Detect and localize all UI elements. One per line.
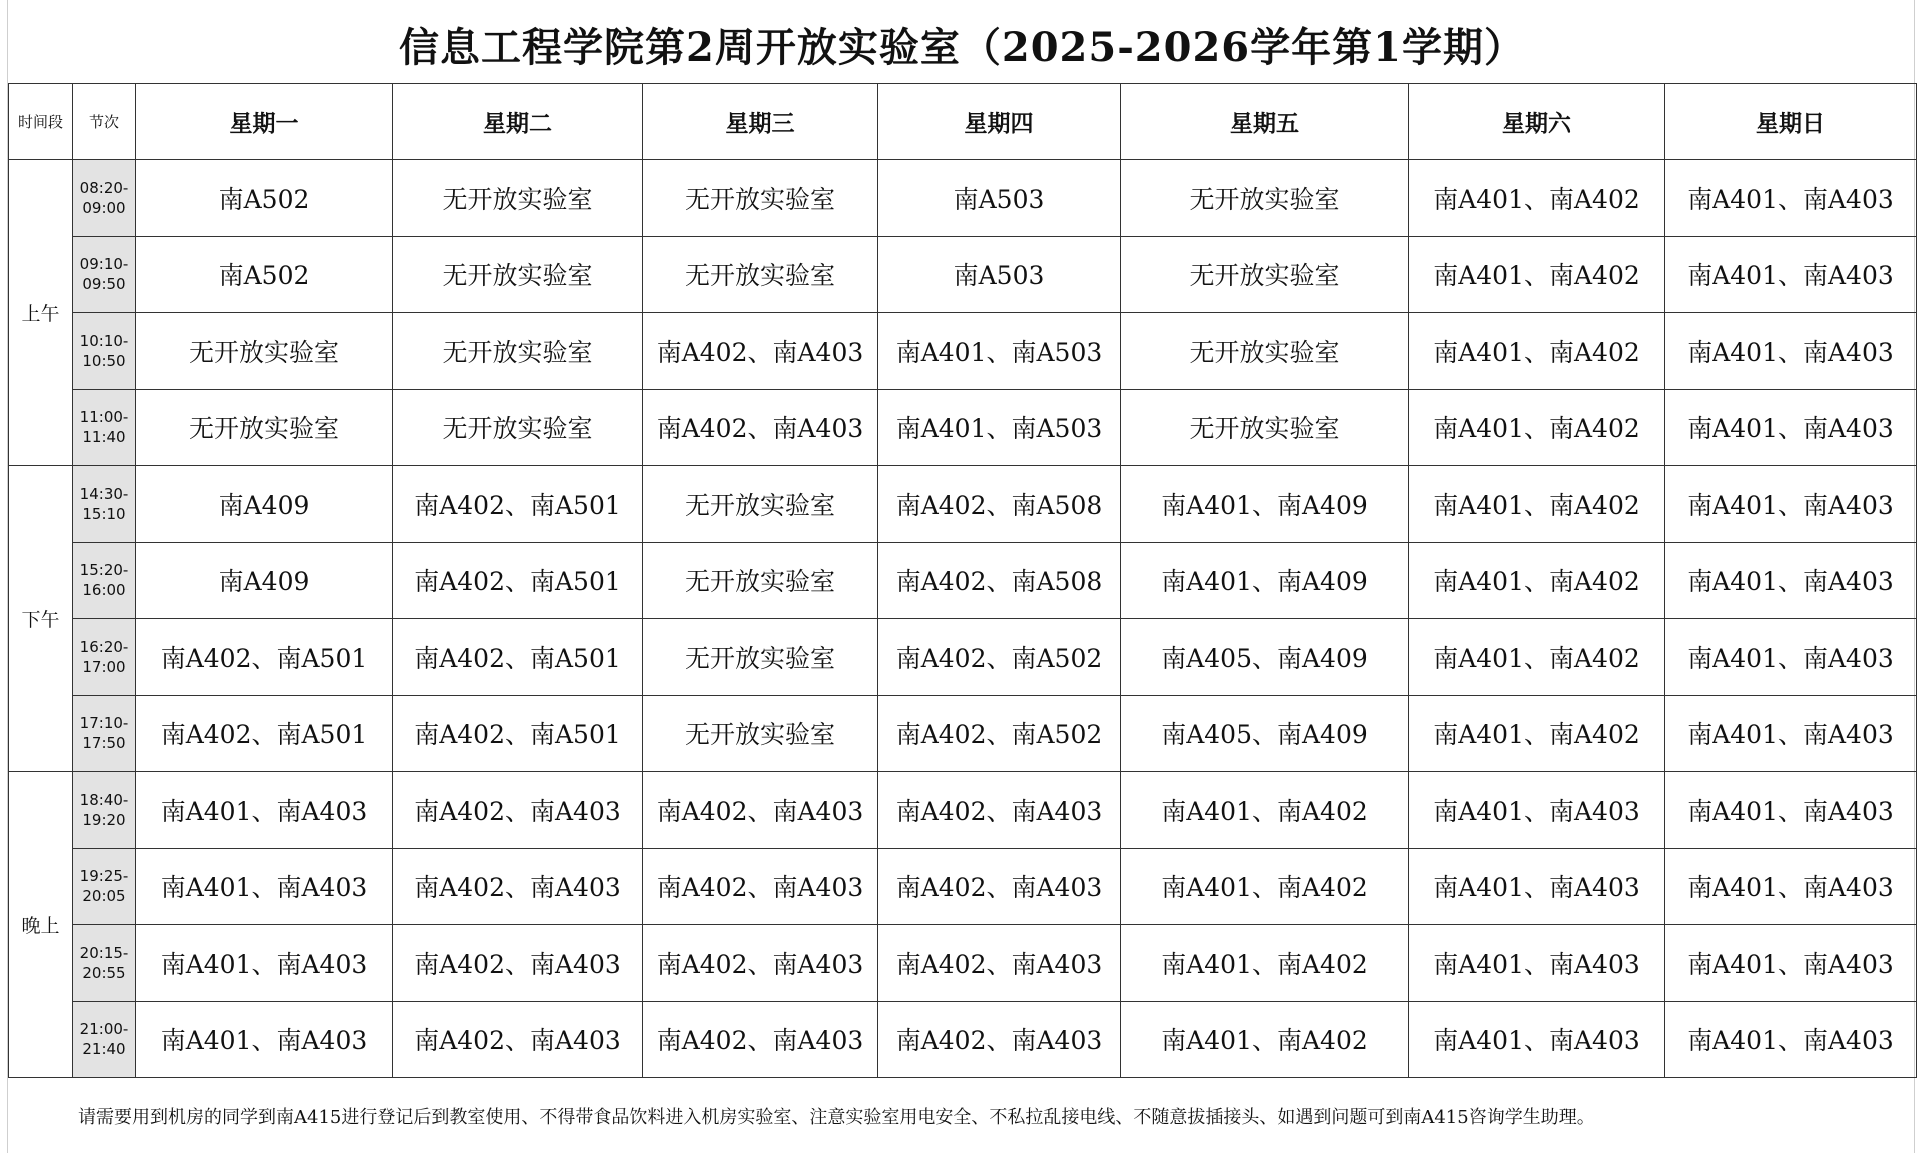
lab-cell-saturday: 南A401、南A403 — [1409, 925, 1665, 1002]
time-slot — [73, 542, 136, 619]
lab-cell-monday: 无开放实验室 — [136, 389, 393, 466]
time-slot — [73, 619, 136, 696]
lab-cell-tuesday: 南A402、南A501 — [393, 542, 643, 619]
header-day-sunday: 星期日 — [1665, 84, 1917, 160]
lab-cell-monday: 南A402、南A501 — [136, 619, 393, 696]
lab-cell-saturday: 南A401、南A402 — [1409, 160, 1665, 237]
lab-cell-thursday: 南A402、南A502 — [878, 695, 1121, 772]
table-row — [9, 313, 1917, 390]
time-slot — [73, 236, 136, 313]
lab-cell-wednesday: 南A402、南A403 — [643, 772, 878, 849]
lab-cell-friday: 无开放实验室 — [1121, 236, 1409, 313]
lab-cell-saturday: 南A401、南A402 — [1409, 619, 1665, 696]
table-row — [9, 772, 1917, 849]
lab-cell-monday: 南A401、南A403 — [136, 772, 393, 849]
header-row — [9, 84, 1917, 160]
lab-cell-saturday: 南A401、南A403 — [1409, 772, 1665, 849]
lab-cell-sunday: 南A401、南A403 — [1665, 925, 1917, 1002]
table-row — [9, 619, 1917, 696]
lab-cell-tuesday: 南A402、南A501 — [393, 619, 643, 696]
lab-cell-sunday: 南A401、南A403 — [1665, 1001, 1917, 1078]
time-slot-end: 17:50 — [82, 734, 126, 753]
time-slot-end: 16:00 — [82, 581, 126, 600]
lab-cell-friday: 无开放实验室 — [1121, 313, 1409, 390]
lab-cell-thursday: 南A402、南A508 — [878, 542, 1121, 619]
time-slot-end: 19:20 — [82, 810, 126, 829]
header-slot: 节次 — [73, 84, 136, 160]
time-slot-start: 16:20- — [79, 637, 129, 656]
lab-cell-thursday: 南A503 — [878, 160, 1121, 237]
lab-cell-sunday: 南A401、南A403 — [1665, 772, 1917, 849]
lab-cell-saturday: 南A401、南A402 — [1409, 542, 1665, 619]
lab-cell-tuesday: 南A402、南A403 — [393, 1001, 643, 1078]
table-row — [9, 925, 1917, 1002]
header-day-saturday: 星期六 — [1409, 84, 1665, 160]
time-slot — [73, 160, 136, 237]
lab-cell-tuesday: 南A402、南A403 — [393, 772, 643, 849]
lab-cell-friday: 南A401、南A409 — [1121, 542, 1409, 619]
lab-cell-wednesday: 南A402、南A403 — [643, 313, 878, 390]
lab-cell-wednesday: 无开放实验室 — [643, 466, 878, 543]
lab-cell-monday: 无开放实验室 — [136, 313, 393, 390]
lab-cell-tuesday: 南A402、南A501 — [393, 695, 643, 772]
time-slot — [73, 466, 136, 543]
lab-cell-saturday: 南A401、南A403 — [1409, 1001, 1665, 1078]
lab-cell-wednesday: 南A402、南A403 — [643, 1001, 878, 1078]
lab-cell-monday: 南A409 — [136, 542, 393, 619]
lab-cell-sunday: 南A401、南A403 — [1665, 313, 1917, 390]
lab-cell-sunday: 南A401、南A403 — [1665, 619, 1917, 696]
lab-cell-thursday: 南A401、南A503 — [878, 389, 1121, 466]
time-slot-start: 21:00- — [79, 1020, 129, 1039]
time-slot-start: 08:20- — [79, 178, 129, 197]
lab-cell-sunday: 南A401、南A403 — [1665, 160, 1917, 237]
lab-cell-sunday: 南A401、南A403 — [1665, 466, 1917, 543]
lab-cell-thursday: 南A402、南A403 — [878, 1001, 1121, 1078]
lab-cell-thursday: 南A402、南A403 — [878, 925, 1121, 1002]
time-slot — [73, 695, 136, 772]
lab-cell-wednesday: 无开放实验室 — [643, 695, 878, 772]
lab-cell-friday: 南A401、南A402 — [1121, 1001, 1409, 1078]
lab-cell-tuesday: 南A402、南A403 — [393, 848, 643, 925]
time-slot-start: 18:40- — [79, 790, 129, 809]
lab-cell-wednesday: 南A402、南A403 — [643, 925, 878, 1002]
lab-cell-thursday: 南A402、南A403 — [878, 848, 1121, 925]
time-slot — [73, 389, 136, 466]
time-slot-end: 09:50 — [82, 275, 126, 294]
time-slot — [73, 772, 136, 849]
lab-cell-monday: 南A401、南A403 — [136, 848, 393, 925]
time-slot-start: 20:15- — [79, 943, 129, 962]
time-slot-end: 10:50 — [82, 351, 126, 370]
lab-cell-sunday: 南A401、南A403 — [1665, 542, 1917, 619]
table-row — [9, 236, 1917, 313]
time-slot-end: 17:00 — [82, 657, 126, 676]
lab-cell-friday: 南A401、南A402 — [1121, 925, 1409, 1002]
usage-notice: 请需要用到机房的同学到南A415进行登记后到教室使用、不得带食品饮料进入机房实验室、注意实验室用电安全、不私拉乱接电线、不随意拔插接头、如遇到问题可到南A415咨询学生助理。 — [78, 1107, 1595, 1128]
header-period: 时间段 — [9, 84, 73, 160]
lab-cell-tuesday: 无开放实验室 — [393, 236, 643, 313]
time-slot — [73, 848, 136, 925]
table-row — [9, 160, 1917, 237]
time-slot — [73, 925, 136, 1002]
lab-cell-wednesday: 南A402、南A403 — [643, 389, 878, 466]
lab-cell-friday: 南A401、南A402 — [1121, 848, 1409, 925]
lab-cell-monday: 南A401、南A403 — [136, 925, 393, 1002]
header-day-thursday: 星期四 — [878, 84, 1121, 160]
table-row — [9, 389, 1917, 466]
header-day-wednesday: 星期三 — [643, 84, 878, 160]
lab-cell-thursday: 南A402、南A403 — [878, 772, 1121, 849]
lab-cell-wednesday: 无开放实验室 — [643, 542, 878, 619]
header-day-monday: 星期一 — [136, 84, 393, 160]
time-slot — [73, 1001, 136, 1078]
lab-cell-friday: 南A405、南A409 — [1121, 619, 1409, 696]
table-row — [9, 466, 1917, 543]
period-label: 上午 — [9, 160, 73, 466]
lab-cell-wednesday: 无开放实验室 — [643, 160, 878, 237]
lab-cell-friday: 南A401、南A402 — [1121, 772, 1409, 849]
lab-cell-tuesday: 无开放实验室 — [393, 160, 643, 237]
header-day-friday: 星期五 — [1121, 84, 1409, 160]
lab-cell-friday: 无开放实验室 — [1121, 160, 1409, 237]
schedule-table — [8, 83, 1917, 1078]
lab-cell-sunday: 南A401、南A403 — [1665, 848, 1917, 925]
lab-cell-friday: 南A401、南A409 — [1121, 466, 1409, 543]
lab-cell-wednesday: 无开放实验室 — [643, 619, 878, 696]
lab-cell-sunday: 南A401、南A403 — [1665, 389, 1917, 466]
time-slot — [73, 313, 136, 390]
lab-cell-saturday: 南A401、南A402 — [1409, 236, 1665, 313]
table-row — [9, 1001, 1917, 1078]
lab-cell-thursday: 南A503 — [878, 236, 1121, 313]
lab-cell-saturday: 南A401、南A402 — [1409, 313, 1665, 390]
lab-cell-saturday: 南A401、南A402 — [1409, 695, 1665, 772]
lab-cell-saturday: 南A401、南A403 — [1409, 848, 1665, 925]
lab-cell-thursday: 南A402、南A502 — [878, 619, 1121, 696]
table-row — [9, 542, 1917, 619]
time-slot-start: 15:20- — [79, 561, 129, 580]
lab-cell-tuesday: 南A402、南A501 — [393, 466, 643, 543]
lab-cell-tuesday: 无开放实验室 — [393, 313, 643, 390]
lab-cell-monday: 南A401、南A403 — [136, 1001, 393, 1078]
table-row — [9, 695, 1917, 772]
time-slot-start: 11:00- — [79, 408, 129, 427]
lab-cell-wednesday: 无开放实验室 — [643, 236, 878, 313]
time-slot-start: 10:10- — [79, 331, 129, 350]
time-slot-end: 21:40 — [82, 1040, 126, 1059]
schedule-sheet — [7, 0, 1915, 1153]
lab-cell-friday: 南A405、南A409 — [1121, 695, 1409, 772]
lab-cell-sunday: 南A401、南A403 — [1665, 695, 1917, 772]
time-slot-start: 09:10- — [79, 255, 129, 274]
time-slot-end: 09:00 — [82, 198, 126, 217]
time-slot-end: 15:10 — [82, 504, 126, 523]
period-label: 下午 — [9, 466, 73, 772]
lab-cell-wednesday: 南A402、南A403 — [643, 848, 878, 925]
table-row — [9, 848, 1917, 925]
lab-cell-thursday: 南A402、南A508 — [878, 466, 1121, 543]
time-slot-end: 20:05 — [82, 887, 126, 906]
lab-cell-saturday: 南A401、南A402 — [1409, 389, 1665, 466]
lab-cell-thursday: 南A401、南A503 — [878, 313, 1121, 390]
page-title: 信息工程学院第2周开放实验室（2025-2026学年第1学期） — [399, 24, 1525, 71]
lab-cell-tuesday: 无开放实验室 — [393, 389, 643, 466]
lab-cell-monday: 南A502 — [136, 236, 393, 313]
lab-cell-saturday: 南A401、南A402 — [1409, 466, 1665, 543]
header-day-tuesday: 星期二 — [393, 84, 643, 160]
schedule-body — [9, 160, 1917, 1078]
lab-cell-tuesday: 南A402、南A403 — [393, 925, 643, 1002]
time-slot-start: 17:10- — [79, 714, 129, 733]
time-slot-end: 11:40 — [82, 428, 126, 447]
time-slot-start: 14:30- — [79, 484, 129, 503]
lab-cell-monday: 南A502 — [136, 160, 393, 237]
time-slot-start: 19:25- — [79, 867, 129, 886]
lab-cell-friday: 无开放实验室 — [1121, 389, 1409, 466]
time-slot-end: 20:55 — [82, 963, 126, 982]
lab-cell-sunday: 南A401、南A403 — [1665, 236, 1917, 313]
period-label: 晚上 — [9, 772, 73, 1078]
lab-cell-monday: 南A409 — [136, 466, 393, 543]
lab-cell-monday: 南A402、南A501 — [136, 695, 393, 772]
